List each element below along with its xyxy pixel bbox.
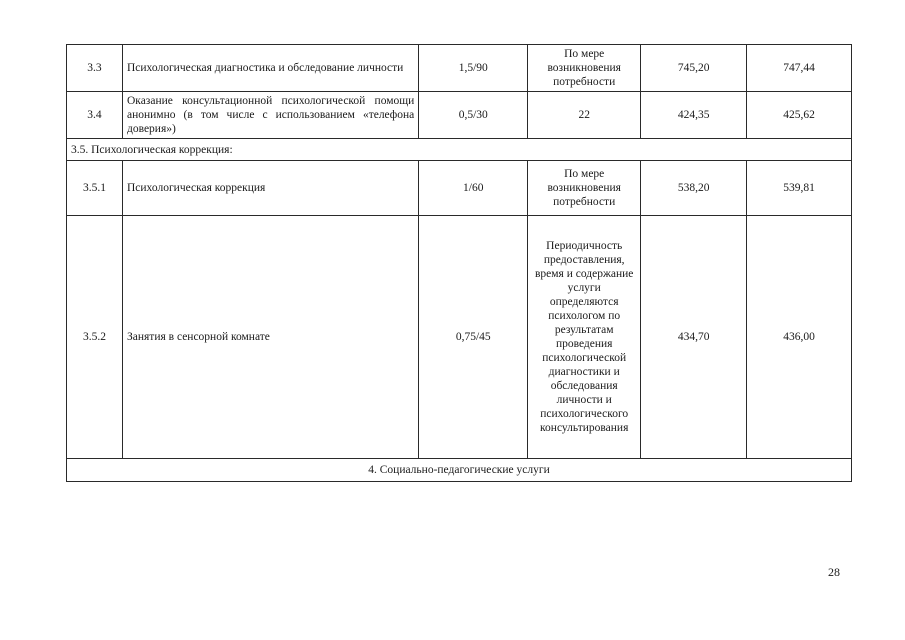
row-number: 3.5.2 (67, 216, 123, 459)
price-1: 745,20 (641, 45, 747, 92)
page-number: 28 (828, 565, 840, 579)
service-name: Занятия в сенсорной комнате (122, 216, 418, 459)
section-title: 4. Социально-педагогические услуги (67, 459, 852, 482)
periodicity: Периодичность предоставления, время и содержание услуги определяются психологом по результатам проведения психологической диагностики и обследования личности и психологического консультирования (528, 216, 641, 459)
price-1: 424,35 (641, 92, 747, 139)
price-2: 539,81 (747, 161, 852, 216)
price-1: 538,20 (641, 161, 747, 216)
periodicity: По мере возникновения потребности (528, 45, 641, 92)
service-name: Психологическая коррекция (122, 161, 418, 216)
section-row (67, 459, 852, 482)
row-number: 3.4 (67, 92, 123, 139)
time-norm: 1,5/90 (419, 45, 528, 92)
service-name: Психологическая диагностика и обследование личности (122, 45, 418, 92)
periodicity: По мере возникновения потребности (528, 161, 641, 216)
periodicity: 22 (528, 92, 641, 139)
price-1: 434,70 (641, 216, 747, 459)
time-norm: 0,5/30 (419, 92, 528, 139)
time-norm: 1/60 (419, 161, 528, 216)
time-norm: 0,75/45 (419, 216, 528, 459)
price-2: 747,44 (747, 45, 852, 92)
price-2: 436,00 (747, 216, 852, 459)
row-number: 3.3 (67, 45, 123, 92)
table-row (67, 45, 852, 92)
table-row (67, 161, 852, 216)
price-2: 425,62 (747, 92, 852, 139)
table-row (67, 92, 852, 139)
section-title: 3.5. Психологическая коррекция: (67, 139, 852, 161)
section-row (67, 139, 852, 161)
row-number: 3.5.1 (67, 161, 123, 216)
tariff-table (66, 44, 852, 482)
table-row (67, 216, 852, 459)
service-name: Оказание консультационной психологической помощи анонимно (в том числе с использованием «телефона доверия») (122, 92, 418, 139)
